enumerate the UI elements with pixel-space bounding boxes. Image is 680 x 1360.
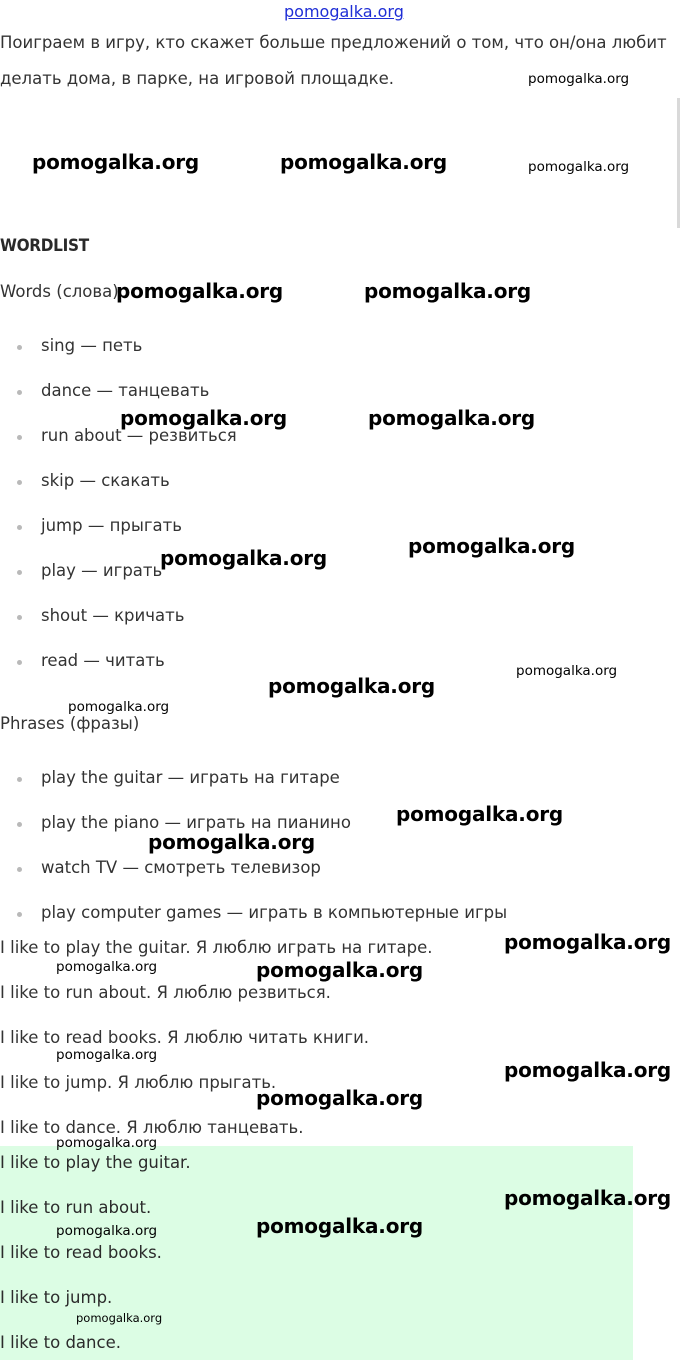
list-item: play — играть [41, 561, 163, 580]
bullet-dot [17, 480, 22, 485]
bullet-dot [17, 390, 22, 395]
watermark: pomogalka.org [504, 1058, 672, 1082]
watermark: pomogalka.org [516, 663, 618, 679]
wordlist-heading: WORDLIST [0, 236, 89, 256]
list-item: watch TV — смотреть телевизор [41, 858, 321, 877]
watermark: pomogalka.org [56, 1223, 158, 1239]
bullet-dot [17, 570, 22, 575]
bullet-dot [17, 660, 22, 665]
list-item: shout — кричать [41, 606, 185, 625]
list-item: dance — танцевать [41, 381, 210, 400]
watermark: pomogalka.org [116, 279, 284, 303]
bullet-dot [17, 822, 22, 827]
watermark: pomogalka.org [504, 930, 672, 954]
sentence: I like to dance. Я люблю танцевать. [0, 1118, 304, 1137]
list-item: play the piano — играть на пианино [41, 813, 351, 832]
watermark: pomogalka.org [56, 1135, 158, 1151]
watermark: pomogalka.org [256, 958, 424, 982]
sentence: I like to run about. Я люблю резвиться. [0, 983, 331, 1002]
watermark: pomogalka.org [76, 1311, 163, 1325]
watermark: pomogalka.org [160, 546, 328, 570]
watermark: pomogalka.org [32, 150, 200, 174]
site-link[interactable]: pomogalka.org [284, 2, 404, 21]
list-item: play computer games — играть в компьютерные игры [41, 903, 508, 922]
watermark: pomogalka.org [528, 71, 630, 87]
watermark: pomogalka.org [148, 830, 316, 854]
sentence: I like to read books. Я люблю читать книги. [0, 1028, 370, 1047]
bullet-dot [17, 867, 22, 872]
bullet-dot [17, 912, 22, 917]
bullet-dot [17, 615, 22, 620]
watermark: pomogalka.org [528, 159, 630, 175]
list-item: sing — петь [41, 336, 143, 355]
sentence: I like to play the guitar. Я люблю играть на гитаре. [0, 938, 433, 957]
intro-line-1: Поиграем в игру, кто скажет больше предложений о том, что он/она любит [0, 33, 667, 52]
bullet-dot [17, 345, 22, 350]
watermark: pomogalka.org [268, 674, 436, 698]
answer-line: I like to dance. [0, 1333, 121, 1352]
list-item: run about — резвиться [41, 426, 237, 445]
bullet-dot [17, 525, 22, 530]
words-label: Words (слова) [0, 282, 119, 301]
bullet-dot [17, 777, 22, 782]
watermark: pomogalka.org [408, 534, 576, 558]
list-item: skip — скакать [41, 471, 170, 490]
watermark: pomogalka.org [56, 959, 158, 975]
watermark: pomogalka.org [368, 406, 536, 430]
watermark: pomogalka.org [280, 150, 448, 174]
phrases-label: Phrases (фразы) [0, 714, 140, 733]
list-item: jump — прыгать [41, 516, 182, 535]
watermark: pomogalka.org [68, 699, 170, 715]
answer-line: I like to jump. [0, 1288, 113, 1307]
answer-line: I like to play the guitar. [0, 1153, 191, 1172]
list-item: play the guitar — играть на гитаре [41, 768, 340, 787]
bullet-dot [17, 435, 22, 440]
list-item: read — читать [41, 651, 165, 670]
watermark: pomogalka.org [504, 1186, 672, 1210]
watermark: pomogalka.org [256, 1086, 424, 1110]
answer-line: I like to read books. [0, 1243, 162, 1262]
watermark: pomogalka.org [396, 802, 564, 826]
watermark: pomogalka.org [256, 1214, 424, 1238]
watermark: pomogalka.org [120, 406, 288, 430]
intro-line-2: делать дома, в парке, на игровой площадке. [0, 69, 395, 88]
watermark: pomogalka.org [56, 1047, 158, 1063]
sentence: I like to jump. Я люблю прыгать. [0, 1073, 277, 1092]
watermark: pomogalka.org [364, 279, 532, 303]
answer-line: I like to run about. [0, 1198, 152, 1217]
